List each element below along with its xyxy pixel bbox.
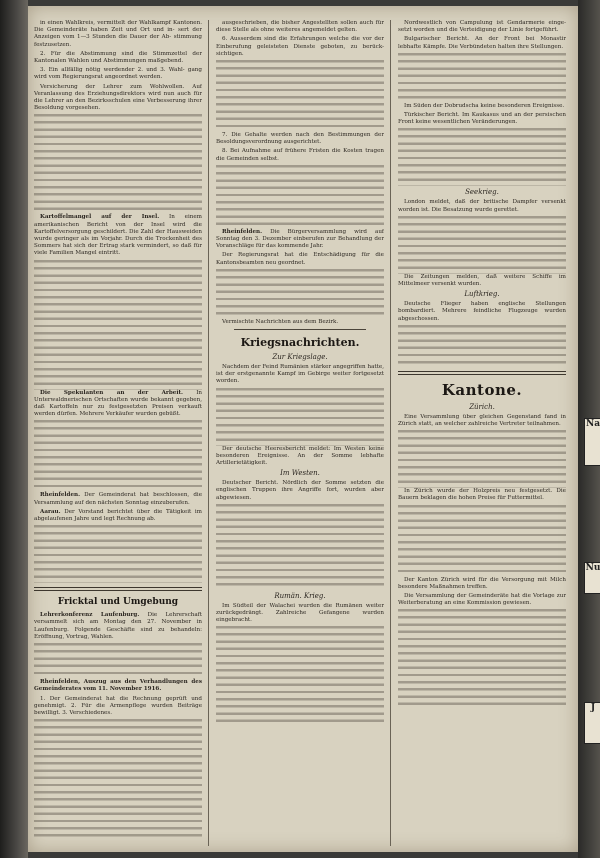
col2-text-block-c	[216, 269, 384, 319]
section-divider	[34, 587, 202, 591]
col2-text-block-b	[216, 165, 384, 229]
col3-text-block-g	[398, 609, 566, 709]
page-tab-3: J	[584, 702, 600, 744]
column-3	[398, 20, 566, 848]
col2-krieg2: Der deutsche Heeresbericht meldet: Im Westen keine besonderen Ereignisse. An der Somme lebhafte Artillerietätigkeit.	[216, 445, 384, 467]
col2-krieg3: Deutscher Bericht. Nördlich der Somme setzten die englischen Truppen ihre Angriffe fort, wurden aber abgewiesen.	[216, 480, 384, 501]
page-tab-2: Nu	[584, 562, 600, 594]
col1b-para1: Die Lehrerschaft versammelt sich am Montag den 27. November in Laufenburg. Folgende Geschäfte sind zu behandeln: Eröffnung, Vortrag, Wahlen.	[34, 612, 202, 640]
col1b-para2: 1. Der Gemeinderat hat die Rechnung geprüft und genehmigt. 2. Für die Armenpflege wurden Beiträge bewilligt. 3. Verschiedenes.	[34, 695, 202, 716]
col3-text-block-d	[398, 325, 566, 367]
section-heading-kantone: Kantone.	[441, 380, 523, 399]
col2-para1: ausgeschrieben, die bisher Angestellten sollen auch für diese Stelle als ohne weiteres angemeldet gelten.	[216, 20, 384, 34]
col1-para7: Der Gemeinderat hat beschlossen, die Versammlung auf den nächsten Sonntag einzuberufen.	[34, 492, 202, 506]
col3-text-block-c	[398, 216, 566, 274]
krieg-subheading: Zur Kriegslage.	[272, 353, 328, 362]
col2-text-block-d	[216, 388, 384, 446]
col3-para3: Im Süden der Dobrudscha keine besonderen Ereignisse.	[404, 102, 565, 109]
col1-lead3: Rheinfelden.	[40, 492, 81, 499]
col1-lead1: Kartoffelmangel auf der Insel.	[40, 214, 160, 221]
col3-text-block-f	[398, 505, 566, 577]
col1-text-block-e	[34, 643, 202, 679]
col2-para2: 6. Ausserdem sind die Erfahrungen welche die vor der Einberufung geleisteten Dienste geboten, zu berück- sichtigen.	[216, 36, 384, 57]
col1-text-block-a	[34, 114, 202, 214]
col1b-lead2: Rheinfelden, Auszug aus den Verhandlungen des Gemeinderates vom 11. November 1916.	[34, 679, 202, 693]
col3-text-block-a	[398, 53, 566, 103]
col3-kant2: In Zürich wurde der Holzpreis neu festgesetzt. Die Bauern beklagen die hohen Preise für Futtermittel.	[398, 488, 566, 502]
col3-para5: London meldet, daß der britische Dampfer versenkt worden ist. Die Besatzung wurde gerettet.	[398, 199, 566, 213]
col1-para5: In einem amerikanischen Bericht von der Insel wird die Kartoffelversorgung geschildert. Die Zahl der Hausweiden wurde geringer als im Vorjahr. Durch die Trockenheit des Sommers hat sich der Ertrag stark vermindert, so daß für viele Familien Mangel eintritt.	[34, 214, 202, 257]
col1-lead4: Aarau.	[40, 508, 61, 515]
col1b-lead: Lehrerkonferenz Laufenburg.	[40, 612, 140, 619]
col3-kant4: Die Versammlung der Gemeinderäte hat die Vorlage zur Weiterberatung an eine Kommission gewiesen.	[398, 593, 566, 607]
col3-para1: Nordwestlich von Campulung ist Gendarmerie einge- setzt worden und die Verteidigung der Linie fortgeführt.	[398, 20, 566, 34]
column-2	[216, 20, 384, 848]
col2-krieg4: Im Südteil der Walachei wurden die Rumänen weiter zurückgedrängt. Zahlreiche Gefangene wurden eingebracht.	[216, 602, 384, 624]
col3-lead-luftkrieg: Luftkrieg.	[464, 290, 500, 299]
krieg-sub-rumaen: Rumän. Krieg.	[274, 591, 326, 600]
col3-para6: Die Zeitungen melden, daß weitere Schiffe im Mittelmeer versenkt wurden.	[398, 273, 566, 288]
col2-text-block-e	[216, 504, 384, 590]
col3-para2: Bulgarischer Bericht. An der Front bei Monastir lebhafte Kämpfe. Die Verbündeten halten ihre Stellungen.	[398, 36, 566, 50]
col3-para7: Deutsche Flieger haben englische Stellungen bombardiert. Mehrere feindliche Flugzeuge wurden abgeschossen.	[398, 301, 566, 322]
col3-kant3: Der Kanton Zürich wird für die Versorgung mit Milch besondere Maßnahmen treffen.	[398, 576, 566, 590]
heading-rule-top	[234, 329, 366, 330]
col1-para8: Der Vorstand berichtet über die Tätigkeit im abgelaufenen Jahre und legt Rechnung ab.	[34, 508, 202, 523]
col2-para7: Vermischte Nachrichten aus dem Bezirk.	[222, 318, 339, 325]
page-tab-1: Na	[584, 418, 600, 466]
col1-para3: 3. Ein allfällig nötig werdender 2. und 3. Wahl- gang wird vom Regierungsrat angeordnet werden.	[34, 67, 202, 81]
newspaper-page	[28, 6, 578, 852]
col1-para2: 2. Für die Abstimmung sind die Stimmzettel der Kantonalen Wahlen und Abstimmungen maßgebend.	[34, 50, 202, 65]
col2-text-block-a	[216, 60, 384, 132]
col2-para3: 7. Die Gehalte werden nach den Bestimmungen der Besoldungsverordnung ausgerichtet.	[216, 132, 384, 146]
col3-para4: Türkischer Bericht. Im Kaukasus und an der persischen Front keine wesentlichen Veränderungen.	[398, 112, 566, 126]
col1-text-block-f	[34, 719, 202, 839]
col1-lead2: Die Spekulanten an der Arbeit.	[40, 389, 183, 396]
kantone-subheading: Zürich.	[469, 402, 495, 411]
col2-para5: Die Bürgerversammlung wird auf Sonntag den 3. Dezember einberufen zur Behandlung der Voranschläge für das kommende Jahr.	[216, 228, 384, 250]
column-rule-1	[208, 20, 209, 846]
column-1	[34, 20, 202, 848]
kantone-divider	[398, 371, 566, 375]
col2-lead1: Rheinfelden.	[222, 228, 263, 235]
col2-para6: Der Regierungsrat hat die Entschädigung für die Kantonsbeamten neu geordnet.	[216, 252, 384, 266]
col1-para1: in einen Wahlkreis, vermittelt der Wahlkampf Kantonen. Die Gemeinderäte haben Zeit und Ort und in- sert der Anzeigen vom 1—3 Stunden die Dauer der Ab- stimmung festzusetzen.	[34, 20, 202, 48]
col1-text-block-b	[34, 260, 202, 390]
book-spine	[0, 0, 28, 858]
col2-krieg1: Nachdem der Feind Rumänien stärker angegriffen hatte, ist der erstgenannte Kampf im Gebirge weiter fortgesetzt worden.	[216, 364, 384, 385]
section-heading-krieg: Kriegsnachrichten.	[240, 336, 360, 350]
col3-kant1: Eine Versammlung über gleichen Gegenstand fand in Zürich statt, an welcher zahlreiche Vertreter teilnahmen.	[398, 413, 566, 428]
krieg-sub-west: Im Westen.	[280, 469, 320, 478]
col3-text-block-b	[398, 128, 566, 186]
section-heading-fricktal: Fricktal und Umgebung	[57, 597, 179, 608]
col1-para4: Versicherung der Lehrer zum Wohlwollen. Auf Veranlassung des Erziehungsdirektors wird nun auch für die Lehrer an den Bezirksschulen eine Verbesserung ihrer Besoldung vorgesehen.	[34, 83, 202, 112]
col2-text-block-f	[216, 626, 384, 726]
col3-text-block-e	[398, 430, 566, 488]
column-rule-2	[390, 20, 391, 846]
col1-text-block-d	[34, 525, 202, 583]
col1-para6: In Unterwaldnerischen Ortschaften wurde bekannt gegeben, daß Kartoffeln nur zu festgesetzten Preisen verkauft werden dürfen. Mehrere Verkäufer wurden gebüßt.	[34, 389, 202, 418]
col3-lead-seekrieg: Seekrieg.	[465, 188, 499, 197]
col2-para4: 8. Bei Aufnahme auf frühere Fristen die Kosten tragen die Gemeinden selbst.	[216, 148, 384, 162]
col1-text-block-c	[34, 420, 202, 492]
